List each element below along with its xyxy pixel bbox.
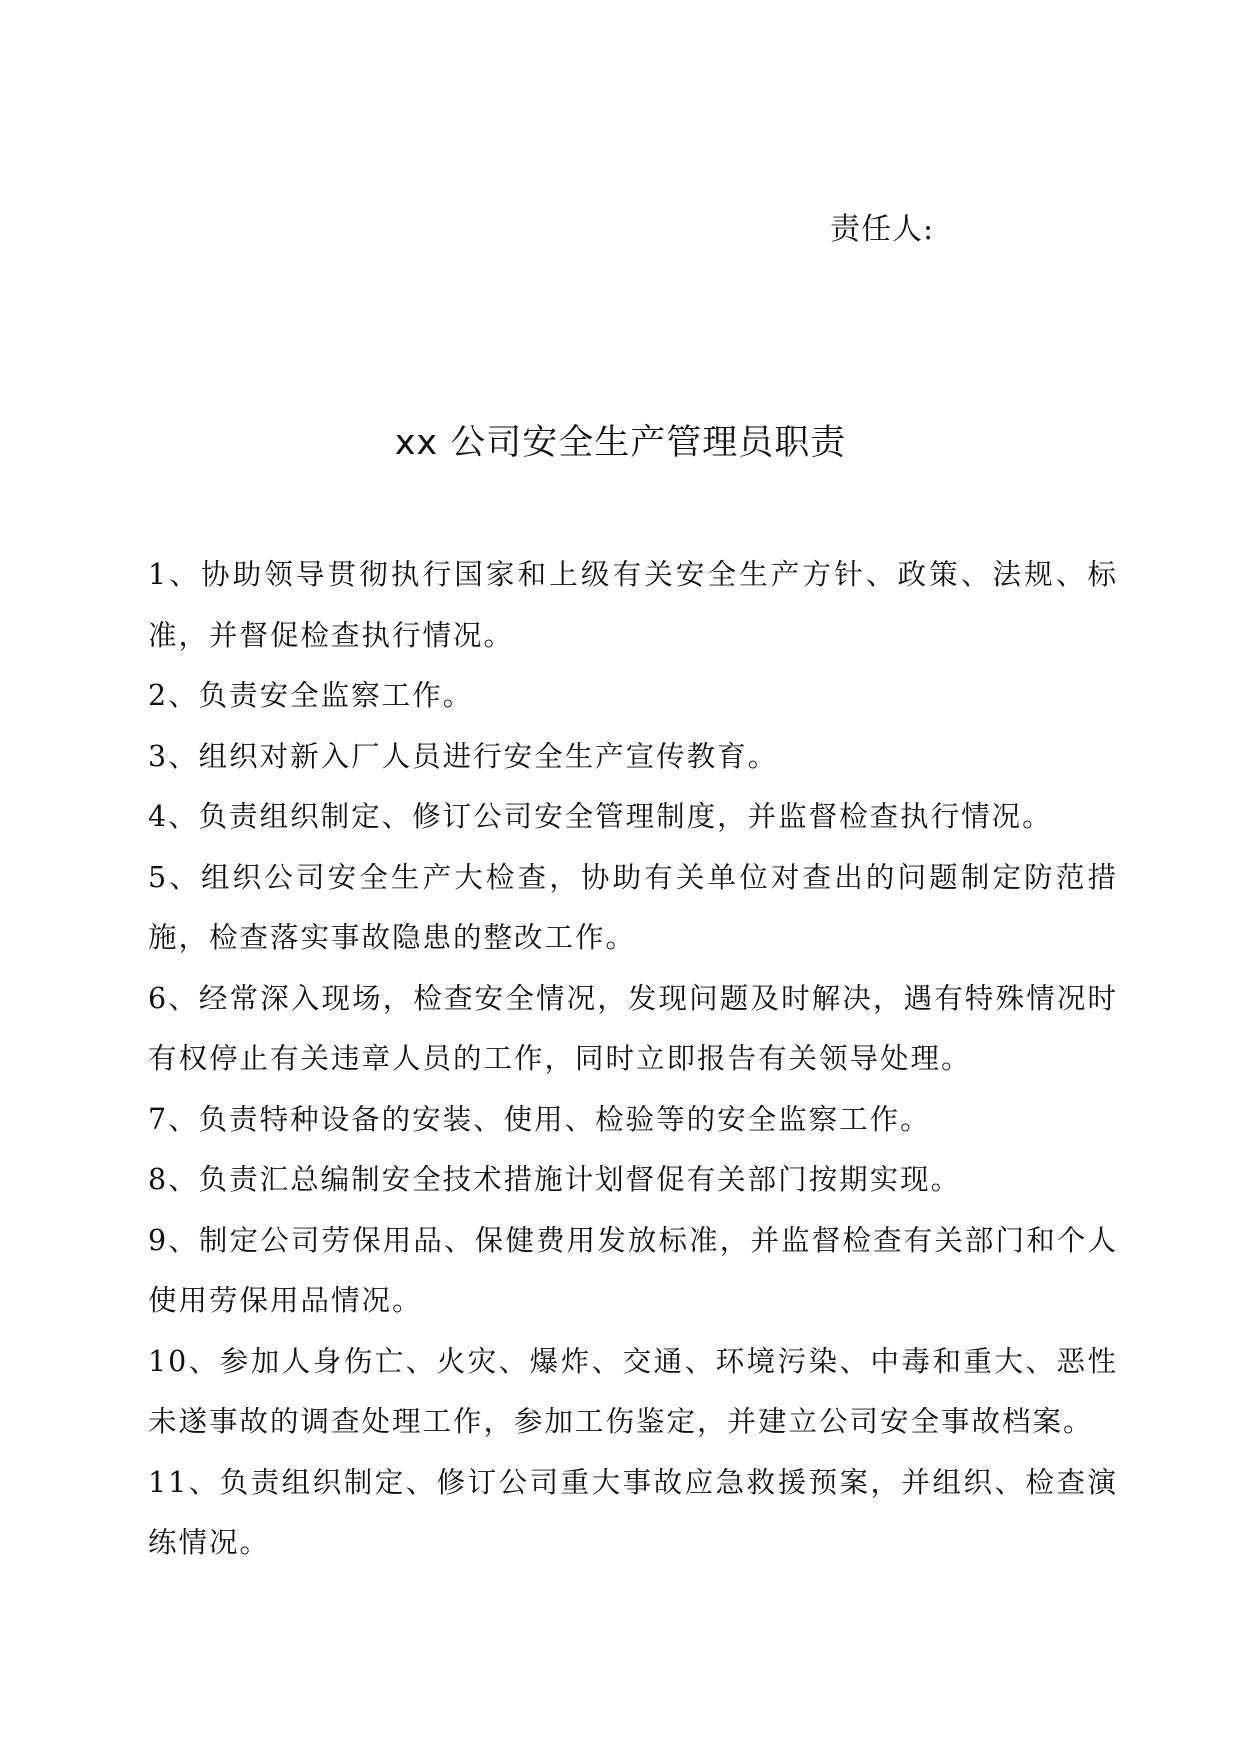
duty-item-7: 7、负责特种设备的安装、使用、检验等的安全监察工作。 [148, 1102, 931, 1136]
duty-item-4: 4、负责组织制定、修订公司安全管理制度，并监督检查执行情况。 [148, 800, 1053, 833]
duty-item-5: 5、组织公司安全生产大检查，协助有关单位对查出的问题制定防范措施，检查落实事故隐患的整改工作。 [148, 860, 1118, 954]
duty-item-6: 6、经常深入现场，检查安全情况，发现问题及时解决，遇有特殊情况时有权停止有关违章人员的工作，同时立即报告有关领导处理。 [148, 981, 1118, 1075]
document-title: xx 公司安全生产管理员职责 [394, 423, 847, 463]
duty-item-11: 11、负责组织制定、修订公司重大事故应急救援预案，并组织、检查演练情况。 [148, 1465, 1118, 1559]
responsible-person-label: 责任人: [830, 212, 935, 247]
duty-item-9: 9、制定公司劳保用品、保健费用发放标准，并监督检查有关部门和个人使用劳保用品情况。 [148, 1223, 1118, 1317]
duty-item-3: 3、组织对新入厂人员进行安全生产宣传教育。 [148, 739, 779, 773]
duty-list [148, 545, 1118, 1574]
duty-item-2: 2、负责安全监察工作。 [148, 679, 474, 712]
duty-item-8: 8、负责汇总编制安全技术措施计划督促有关部门按期实现。 [148, 1163, 962, 1196]
duty-item-10: 10、参加人身伤亡、火灾、爆炸、交通、环境污染、中毒和重大、恶性未遂事故的调查处理工作，参加工伤鉴定，并建立公司安全事故档案。 [148, 1344, 1118, 1438]
duty-item-1: 1、协助领导贯彻执行国家和上级有关安全生产方针、政策、法规、标准，并督促检查执行情况。 [148, 558, 1118, 652]
